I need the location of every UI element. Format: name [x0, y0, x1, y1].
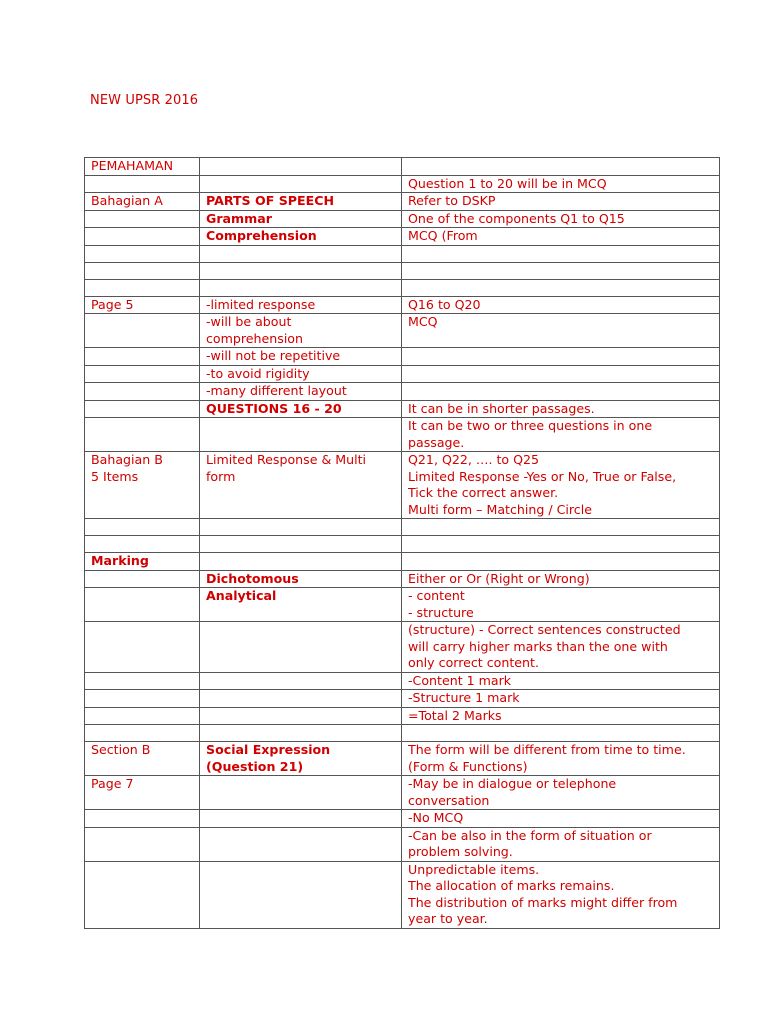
table-row — [85, 707, 720, 725]
table-row — [85, 861, 720, 928]
table-row — [85, 365, 720, 383]
table-cell-col1 — [85, 245, 200, 262]
table-cell-col3 — [402, 519, 720, 536]
table-cell-col3: -Structure 1 mark — [402, 690, 720, 708]
table-cell-col2 — [200, 827, 402, 861]
table-cell-col1: Bahagian A — [85, 193, 200, 211]
table-cell-col3: -Content 1 mark — [402, 672, 720, 690]
table-cell-col2 — [200, 262, 402, 279]
table-cell-col1 — [85, 348, 200, 366]
table-cell-col2 — [200, 245, 402, 262]
table-row — [85, 672, 720, 690]
table-cell-col2: QUESTIONS 16 - 20 — [200, 400, 402, 418]
table-cell-col1 — [85, 400, 200, 418]
table-cell-col2 — [200, 861, 402, 928]
table-cell-col2 — [200, 725, 402, 742]
table-cell-col3 — [402, 348, 720, 366]
table-row — [85, 452, 720, 519]
table-cell-col3 — [402, 245, 720, 262]
table-cell-col3 — [402, 553, 720, 571]
table-row — [85, 400, 720, 418]
table-cell-col1 — [85, 570, 200, 588]
table-cell-col3: Unpredictable items. The allocation of marks remains. The distribution of marks might differ from year to year. — [402, 861, 720, 928]
table-cell-col1 — [85, 861, 200, 928]
table-cell-col3: Either or Or (Right or Wrong) — [402, 570, 720, 588]
table-cell-col3: The form will be different from time to time. (Form & Functions) — [402, 742, 720, 776]
content-table-body — [85, 158, 720, 929]
table-cell-col3: Q21, Q22, …. to Q25 Limited Response -Yes or No, True or False, Tick the correct answer. Multi form – Matching / Circle — [402, 452, 720, 519]
table-row — [85, 348, 720, 366]
table-cell-col1: Section B — [85, 742, 200, 776]
table-cell-col1 — [85, 707, 200, 725]
table-row — [85, 210, 720, 228]
table-row — [85, 536, 720, 553]
table-cell-col2: -to avoid rigidity — [200, 365, 402, 383]
table-cell-col1 — [85, 418, 200, 452]
table-cell-col2 — [200, 810, 402, 828]
table-row — [85, 383, 720, 401]
table-cell-col3: -Can be also in the form of situation or problem solving. — [402, 827, 720, 861]
table-cell-col1 — [85, 622, 200, 673]
table-cell-col2: -many different layout — [200, 383, 402, 401]
table-cell-col3 — [402, 725, 720, 742]
table-cell-col3: It can be two or three questions in one passage. — [402, 418, 720, 452]
table-cell-col3: Q16 to Q20 — [402, 296, 720, 314]
table-cell-col2 — [200, 418, 402, 452]
table-cell-col1 — [85, 210, 200, 228]
table-row — [85, 827, 720, 861]
table-cell-col2 — [200, 519, 402, 536]
table-cell-col3: -May be in dialogue or telephone conversation — [402, 776, 720, 810]
table-cell-col2 — [200, 672, 402, 690]
table-cell-col1 — [85, 279, 200, 296]
table-row — [85, 690, 720, 708]
table-row — [85, 810, 720, 828]
table-cell-col2: Limited Response & Multi form — [200, 452, 402, 519]
table-cell-col2: Grammar — [200, 210, 402, 228]
table-row — [85, 193, 720, 211]
table-cell-col2: -will not be repetitive — [200, 348, 402, 366]
table-row — [85, 742, 720, 776]
table-row — [85, 725, 720, 742]
table-row — [85, 519, 720, 536]
table-cell-col1 — [85, 672, 200, 690]
table-cell-col1 — [85, 365, 200, 383]
table-cell-col1 — [85, 314, 200, 348]
table-cell-col2 — [200, 622, 402, 673]
table-row — [85, 553, 720, 571]
content-table — [84, 157, 720, 929]
table-cell-col1 — [85, 827, 200, 861]
table-cell-col3: MCQ (From — [402, 228, 720, 246]
table-cell-col1: Page 5 — [85, 296, 200, 314]
table-cell-col2 — [200, 175, 402, 193]
table-cell-col2 — [200, 707, 402, 725]
table-cell-col1 — [85, 588, 200, 622]
table-row — [85, 158, 720, 176]
table-row — [85, 776, 720, 810]
table-cell-col3 — [402, 383, 720, 401]
table-cell-col3 — [402, 158, 720, 176]
table-cell-col1 — [85, 810, 200, 828]
table-row — [85, 262, 720, 279]
table-cell-col2 — [200, 279, 402, 296]
table-cell-col3 — [402, 536, 720, 553]
table-cell-col2 — [200, 690, 402, 708]
table-row — [85, 245, 720, 262]
table-cell-col3: Question 1 to 20 will be in MCQ — [402, 175, 720, 193]
table-cell-col2 — [200, 553, 402, 571]
table-cell-col2 — [200, 776, 402, 810]
table-cell-col1: Marking — [85, 553, 200, 571]
table-cell-col3: -No MCQ — [402, 810, 720, 828]
table-cell-col1 — [85, 536, 200, 553]
table-cell-col1: Bahagian B 5 Items — [85, 452, 200, 519]
table-cell-col2: -limited response — [200, 296, 402, 314]
table-row — [85, 570, 720, 588]
table-cell-col2: Comprehension — [200, 228, 402, 246]
table-cell-col3: (structure) - Correct sentences constructed will carry higher marks than the one with only correct content. — [402, 622, 720, 673]
table-cell-col1: Page 7 — [85, 776, 200, 810]
table-cell-col2 — [200, 158, 402, 176]
table-row — [85, 175, 720, 193]
table-cell-col1 — [85, 262, 200, 279]
table-cell-col2 — [200, 536, 402, 553]
table-cell-col3 — [402, 365, 720, 383]
table-row — [85, 279, 720, 296]
table-row — [85, 314, 720, 348]
table-cell-col3 — [402, 279, 720, 296]
table-row — [85, 588, 720, 622]
table-cell-col2: PARTS OF SPEECH — [200, 193, 402, 211]
table-cell-col2: Dichotomous — [200, 570, 402, 588]
table-cell-col2: Analytical — [200, 588, 402, 622]
table-cell-col2: -will be about comprehension — [200, 314, 402, 348]
table-cell-col1 — [85, 383, 200, 401]
table-row — [85, 228, 720, 246]
table-cell-col1 — [85, 519, 200, 536]
table-cell-col3: - content - structure — [402, 588, 720, 622]
table-cell-col3: =Total 2 Marks — [402, 707, 720, 725]
table-cell-col1 — [85, 228, 200, 246]
table-cell-col3: MCQ — [402, 314, 720, 348]
document-title: NEW UPSR 2016 — [90, 93, 199, 108]
table-row — [85, 296, 720, 314]
table-cell-col3 — [402, 262, 720, 279]
table-cell-col1 — [85, 690, 200, 708]
table-cell-col3: Refer to DSKP — [402, 193, 720, 211]
table-row — [85, 622, 720, 673]
table-cell-col3: It can be in shorter passages. — [402, 400, 720, 418]
table-cell-col3: One of the components Q1 to Q15 — [402, 210, 720, 228]
table-cell-col2: Social Expression (Question 21) — [200, 742, 402, 776]
table-cell-col1 — [85, 725, 200, 742]
table-row — [85, 418, 720, 452]
table-cell-col1 — [85, 175, 200, 193]
table-cell-col1: PEMAHAMAN — [85, 158, 200, 176]
